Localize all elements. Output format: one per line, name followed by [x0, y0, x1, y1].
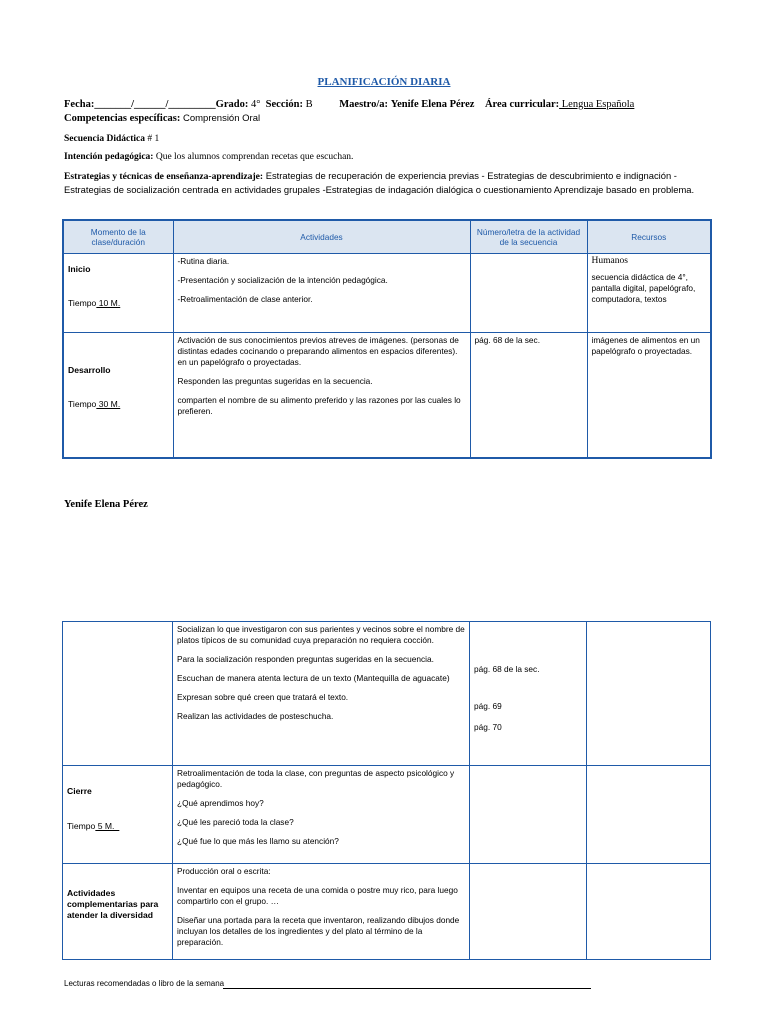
intencion-line [64, 151, 353, 164]
numero-cell: pág. 68 de la sec. [470, 332, 587, 458]
secuencia-value: # 1 [145, 134, 160, 144]
numero-item: pág. 69 [474, 701, 502, 711]
intencion-value: Que los alumnos comprendan recetas que escuchan. [153, 152, 354, 162]
activity-item: ¿Qué fue lo que más les llamo su atención? [177, 836, 339, 846]
header-line [64, 98, 724, 111]
numero-item: pág. 70 [474, 722, 502, 732]
maestro-label: Maestro/a: [339, 99, 389, 110]
competencias-line [64, 112, 260, 125]
header-numero: Número/letra de la actividad de la secuencia [470, 220, 587, 253]
activity-item: ¿Qué aprendimos hoy? [177, 798, 264, 808]
activity-item: Socializan lo que investigaron con sus parientes y vecinos sobre el nombre de platos típicos de su comunidad cuya preparación no requiera cocción. [177, 624, 465, 645]
numero-cell [470, 622, 587, 766]
moment-time [68, 399, 169, 410]
recursos-cell [587, 766, 711, 864]
activity-item: -Presentación y socialización de la intención pedagógica. [177, 274, 388, 285]
activity-item: Diseñar una portada para la receta que inventaron, realizando dibujos donde incluyan los detalles de los ingredientes y del plato al término de la preparación. [177, 915, 460, 947]
header-momento: Momento de la clase/duración [63, 220, 173, 253]
estrategias-value: Estrategias de recuperación de experiencia previas - Estrategias de descubrimiento e indignación -Estrategias de socialización centrada en actividades grupales -Estrategias de indagación dialógica o cuestionamiento Aprendizaje basado en problema. [64, 170, 695, 195]
table-row-desarrollo [63, 332, 711, 458]
moment-cell [63, 766, 173, 864]
moment-name: Actividades complementarias para atender la diversidad [67, 888, 159, 920]
moment-cell [63, 622, 173, 766]
activity-item: Inventar en equipos una receta de una comida o postre muy rico, para luego compartirlo con el grupo. … [177, 885, 458, 906]
recursos-text: secuencia didáctica de 4°, pantalla digital, papelógrafo, computadora, textos [591, 271, 696, 304]
moment-name: Inicio [68, 263, 91, 274]
activity-item: comparten el nombre de su alimento preferido y las razones por las cuales lo prefieren. [177, 394, 461, 416]
footer-label: Lecturas recomendadas o libro de la semana [64, 979, 225, 988]
table-row-desarrollo-cont [63, 622, 711, 766]
maestro-value: Yenife Elena Pérez [390, 99, 475, 110]
fecha-blank: _______/______/_________ [94, 99, 216, 110]
page-title: PLANIFICACIÓN DIARIA [317, 76, 451, 88]
activities-cell [173, 332, 470, 458]
teacher-signature: Yenife Elena Pérez [64, 499, 148, 510]
activities-cell [173, 622, 470, 766]
estrategias-line [64, 170, 714, 197]
header-recursos: Recursos [587, 220, 711, 253]
moment-cell [63, 332, 173, 458]
activity-item: ¿Qué les pareció toda la clase? [177, 817, 294, 827]
activity-item: Activación de sus conocimientos previos atreves de imágenes. (personas de distintas edades cocinando o preparando alimentos en espacios diferentes). en un papelógrafo o proyectadas. [177, 334, 459, 367]
competencias-label: Competencias específicas: [64, 113, 181, 124]
time-label: Tiempo [68, 297, 97, 308]
recursos-title: Humanos [591, 255, 628, 266]
numero-cell [470, 766, 587, 864]
area-label: Área curricular: [484, 99, 560, 110]
grado-value: 4° [250, 99, 261, 110]
activities-cell [173, 766, 470, 864]
moment-time [68, 298, 169, 309]
estrategias-label: Estrategias y técnicas de enseñanza-aprendizaje: [64, 171, 264, 182]
planning-table [62, 219, 712, 459]
recursos-cell [587, 864, 711, 960]
time-label: Tiempo [67, 821, 96, 831]
seccion-value: B [305, 99, 313, 110]
moment-cell [63, 864, 173, 960]
moment-time [67, 821, 168, 832]
activity-item: Expresan sobre qué creen que tratará el texto. [177, 692, 349, 702]
grado-label: Grado: [215, 99, 249, 110]
activities-cell [173, 253, 470, 332]
moment-cell [63, 253, 173, 332]
activity-item: -Rutina diaria. [177, 255, 230, 266]
moment-name: Cierre [67, 786, 92, 796]
activity-item: -Retroalimentación de clase anterior. [177, 293, 313, 304]
secuencia-label: Secuencia Didáctica [64, 134, 146, 144]
footer-underline [223, 988, 591, 989]
recursos-cell [587, 622, 711, 766]
recursos-cell: imágenes de alimentos en un papelógrafo o proyectadas. [587, 332, 711, 458]
secuencia-line [64, 133, 159, 146]
fecha-label: Fecha: [64, 99, 95, 110]
activities-cell [173, 864, 470, 960]
numero-item: pág. 68 de la sec. [474, 664, 540, 674]
seccion-label: Sección: [265, 99, 303, 110]
table-row-cierre [63, 766, 711, 864]
table-row-inicio [63, 253, 711, 332]
activity-item: Producción oral o escrita: [177, 866, 271, 876]
time-label: Tiempo [68, 398, 97, 409]
area-value: Lengua Española [559, 99, 635, 110]
activity-item: Escuchan de manera atenta lectura de un texto (Mantequilla de aguacate) [177, 673, 450, 683]
planning-table-continued [62, 621, 711, 960]
activity-item: Realizan las actividades de posteschucha. [177, 711, 334, 721]
moment-name: Desarrollo [68, 364, 111, 375]
numero-cell [470, 864, 587, 960]
table-row-complementarias [63, 864, 711, 960]
footer-line [64, 979, 224, 988]
intencion-label: Intención pedagógica: [64, 152, 154, 162]
time-value: 5 M._ [95, 821, 120, 831]
time-value: 10 M. [96, 297, 121, 308]
recursos-cell [587, 253, 711, 332]
header-actividades: Actividades [173, 220, 470, 253]
activity-item: Responden las preguntas sugeridas en la secuencia. [177, 375, 373, 386]
table-header-row [63, 220, 711, 253]
time-value: 30 M. [96, 398, 121, 409]
activity-item: Retroalimentación de toda la clase, con preguntas de aspecto psicológico y pedagógico. [177, 768, 455, 789]
activity-item: Para la socialización responden preguntas sugeridas en la secuencia. [177, 654, 434, 664]
competencias-value: Comprensión Oral [180, 113, 261, 124]
numero-cell [470, 253, 587, 332]
